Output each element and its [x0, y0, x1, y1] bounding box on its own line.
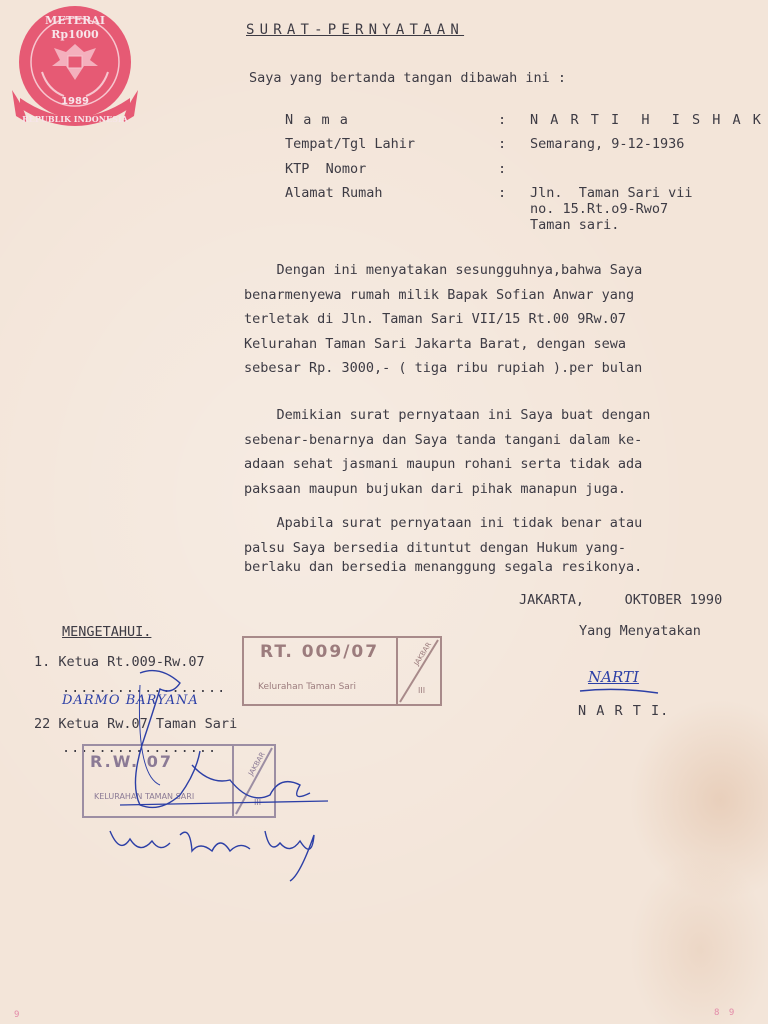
paragraph-line: berlaku dan bersedia menanggung segala resikonya.: [244, 559, 643, 575]
field-label-nama: N a m a: [285, 112, 349, 128]
stamp-year: 1989: [61, 96, 89, 107]
witness-item-1: 1. Ketua Rt.009-Rw.07: [34, 654, 205, 670]
rw-chairman-signature: [100, 655, 340, 885]
field-colon: :: [498, 112, 507, 128]
paragraph-line: paksaan maupun bujukan dari pihak manapun juga.: [244, 480, 627, 497]
declarant-name: N A R T I.: [578, 703, 670, 719]
declarant-heading: Yang Menyatakan: [579, 623, 701, 639]
rt-stamp-side: JAKBAR: [412, 640, 434, 668]
field-label-address: Alamat Rumah: [285, 185, 383, 201]
witness-signer-1: DARMO BARYANA: [62, 693, 199, 708]
paragraph-line: Apabila surat pernyataan ini tidak benar atau: [244, 515, 643, 531]
stamp-value: Rp1000: [51, 28, 99, 41]
field-value-birth: Semarang, 9-12-1936: [530, 136, 685, 152]
paragraph-line: Dengan ini menyatakan sesungguhnya,bahwa Saya: [244, 262, 643, 278]
field-colon: :: [498, 161, 507, 177]
revenue-stamp-seal: [8, 4, 142, 128]
footer-right-number: 8 9: [714, 1008, 737, 1018]
field-colon: :: [498, 136, 507, 152]
rw-stamp-roman: III: [254, 798, 262, 807]
field-colon: :: [498, 185, 507, 201]
field-label-ktp: KTP Nomor: [285, 161, 367, 177]
paragraph-line: Kelurahan Taman Sari Jakarta Barat, dengan sewa: [244, 335, 627, 352]
footer-left-number: 9: [14, 1010, 20, 1020]
place-date: JAKARTA, OKTOBER 1990: [519, 592, 723, 608]
witness-heading: MENGETAHUI.: [62, 624, 152, 640]
field-label-birth: Tempat/Tgl Lahir: [285, 136, 416, 152]
rt-stamp-roman: III: [418, 686, 426, 695]
paragraph-line: terletak di Jln. Taman Sari VII/15 Rt.00 9Rw.07: [244, 311, 627, 327]
paragraph-line: sebenar-benarnya dan Saya tanda tangani dalam ke-: [244, 431, 643, 448]
witness-dots-2: .................: [62, 740, 218, 756]
paragraph-line: Demikian surat pernyataan ini Saya buat dengan: [244, 407, 651, 423]
paragraph-line: palsu Saya bersedia dituntut dengan Hukum yang-: [244, 540, 627, 556]
intro-text: Saya yang bertanda tangan dibawah ini :: [249, 70, 566, 86]
declarant-signature-stroke: [578, 685, 662, 697]
stamp-bottom-text: REPUBLIK INDONESIA: [22, 114, 128, 124]
witness-dots-1: ..................: [62, 680, 227, 696]
paragraph-line: sebesar Rp. 3000,- ( tiga ribu rupiah ).per bulan: [244, 360, 643, 376]
rt-stamp-code: RT. 009/07: [260, 642, 380, 662]
paragraph-3: [244, 514, 764, 577]
rw-stamp-side: JAKBAR: [246, 750, 267, 778]
stamp-top-text: METERAI: [45, 14, 105, 27]
rw-stamp-code: R.W. 07: [90, 752, 173, 771]
paragraph-line: benarmenyewa rumah milik Bapak Sofian Anwar yang: [244, 286, 635, 303]
field-value-address: Jln. Taman Sari vii no. 15.Rt.o9-Rwo7 Taman sari.: [530, 185, 693, 233]
witness-item-2: 22 Ketua Rw.07 Taman Sari: [34, 716, 238, 732]
field-value-nama: N A R T I H I S H A K: [530, 112, 763, 128]
paragraph-1: [244, 258, 764, 381]
paragraph-2: [244, 403, 764, 501]
declarant-signature: NARTI: [588, 668, 639, 686]
rw-stamp-name: KELURAHAN TAMAN SARI: [94, 792, 195, 801]
rt-stamp-name: Kelurahan Taman Sari: [258, 682, 356, 692]
document-title: SURAT-PERNYATAAN: [246, 22, 465, 38]
paragraph-line: adaan sehat jasmani maupun rohani serta tidak ada: [244, 456, 643, 472]
